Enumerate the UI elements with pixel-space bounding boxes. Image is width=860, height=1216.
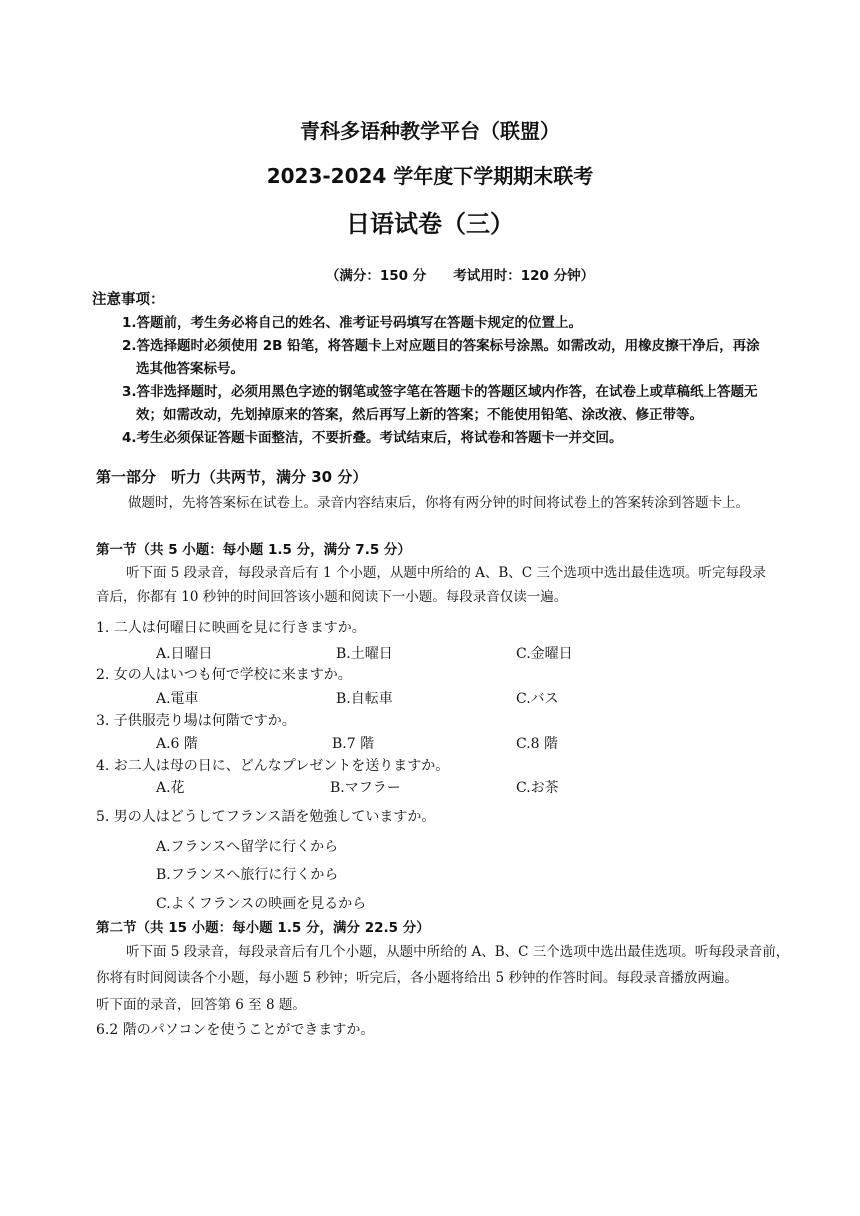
section1-instruction-line1: 听下面 5 段录音，每段录音后有 1 个小题，从题中所给的 A、B、C 三个选项中选出最佳选项。听完每段录 <box>126 565 766 581</box>
question-3: 3. 子供服売り場は何階ですか。 <box>96 713 296 729</box>
question-3-option-c: C.8 階 <box>516 736 559 752</box>
question-2-option-b: B.自転車 <box>336 691 393 707</box>
question-1-option-b: B.土曜日 <box>336 646 393 662</box>
title-exam: 2023-2024 学年度下学期期末联考 <box>266 164 594 188</box>
notice-item-4: 4.考生必须保证答题卡面整洁，不要折叠。考试结束后，将试卷和答题卡一并交回。 <box>122 430 623 446</box>
part1-heading: 第一部分 听力（共两节，满分 30 分） <box>96 468 368 486</box>
question-1-option-a: A.日曜日 <box>156 646 213 662</box>
notice-item-3: 3.答非选择题时，必须用黑色字迹的钢笔或签字笔在答题卡的答题区域内作答，在试卷上或草稿纸上答题无 <box>122 384 758 400</box>
section2-instruction-line1: 听下面 5 段录音，每段录音后有几个小题，从题中所给的 A、B、C 三个选项中选出最佳选项。听每段录音前， <box>126 944 790 960</box>
title-platform: 青科多语种教学平台（联盟） <box>300 119 560 143</box>
question-4: 4. お二人は母の日に、どんなプレゼントを送りますか。 <box>96 758 450 774</box>
notice-heading: 注意事项： <box>92 292 165 308</box>
exam-info: （满分：150 分 考试用时：120 分钟） <box>325 268 595 284</box>
question-3-option-b: B.7 階 <box>332 736 375 752</box>
section2-heading: 第二节（共 15 小题：每小题 1.5 分，满分 22.5 分） <box>96 920 430 936</box>
question-2-option-a: A.電車 <box>156 691 199 707</box>
notice-item-1: 1.答题前，考生务必将自己的姓名、准考证号码填写在答题卡规定的位置上。 <box>122 315 583 331</box>
notice-item-2-cont: 选其他答案标号。 <box>136 361 244 377</box>
question-4-option-a: A.花 <box>156 780 185 796</box>
question-5-option-b: B.フランスへ旅行に行くから <box>156 867 339 883</box>
question-3-option-a: A.6 階 <box>156 736 198 752</box>
notice-item-3-cont: 效；如需改动，先划掉原来的答案，然后再写上新的答案；不能使用铅笔、涂改液、修正带等。 <box>136 407 703 423</box>
section1-instruction-line2: 音后，你都有 10 秒钟的时间回答该小题和阅读下一小题。每段录音仅读一遍。 <box>96 589 568 605</box>
question-2: 2. 女の人はいつも何で学校に来ますか。 <box>96 667 352 683</box>
question-5: 5. 男の人はどうしてフランス語を勉強していますか。 <box>96 809 436 825</box>
question-2-option-c: C.バス <box>516 691 559 707</box>
title-paper: 日语试卷（三） <box>346 210 514 238</box>
question-5-option-a: A.フランスへ留学に行くから <box>156 839 339 855</box>
section2-instruction-line3: 听下面的录音，回答第 6 至 8 题。 <box>96 997 306 1013</box>
section2-instruction-line2: 你将有时间阅读各个小题，每小题 5 秒钟；听完后，各小题将给出 5 秒钟的作答时间。每段录音播放两遍。 <box>96 970 738 986</box>
question-1: 1. 二人は何曜日に映画を見に行きますか。 <box>96 620 366 636</box>
question-4-option-c: C.お茶 <box>516 780 559 796</box>
question-1-option-c: C.金曜日 <box>516 646 573 662</box>
question-6: 6.2 階のパソコンを使うことができますか。 <box>96 1022 375 1038</box>
part1-instruction: 做题时，先将答案标在试卷上。录音内容结束后，你将有两分钟的时间将试卷上的答案转涂到答题卡上。 <box>128 495 749 511</box>
section1-heading: 第一节（共 5 小题：每小题 1.5 分，满分 7.5 分） <box>96 542 411 558</box>
question-5-option-c: C.よくフランスの映画を見るから <box>156 896 367 912</box>
notice-item-2: 2.答选择题时必须使用 2B 铅笔，将答题卡上对应题目的答案标号涂黑。如需改动，用橡皮擦干净后，再涂 <box>122 338 760 354</box>
question-4-option-b: B.マフラー <box>330 780 401 796</box>
